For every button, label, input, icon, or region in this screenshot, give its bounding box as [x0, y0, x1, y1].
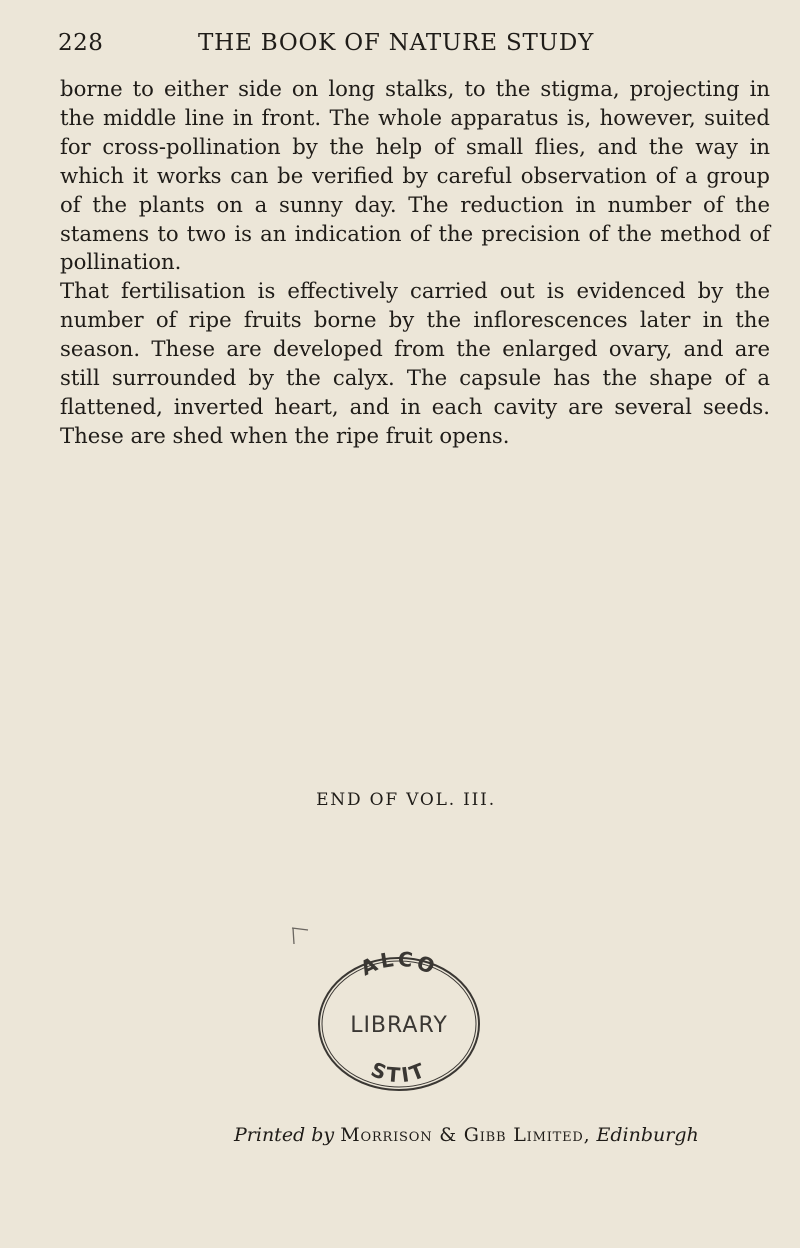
body-text [60, 75, 770, 451]
paragraph-continued: borne to either side on long stalks, to the stigma, projecting in the middle line in front. The whole apparatus is, however, suited for cross-pollination by the help of small flies, and the way in which it works can be verified by careful observation of a group of the plants on a sunny day. The reduction in number of the stamens to two is an indication of the precision of the method of pollination. [60, 76, 770, 275]
printer-place: Edinburgh [596, 1124, 699, 1146]
svg-text:ALCO [357, 948, 442, 980]
paragraph [60, 277, 770, 450]
pencil-mark [290, 926, 312, 946]
end-of-volume-notice: END OF VOL. III. [316, 790, 496, 810]
stamp-center-text: LIBRARY [350, 1013, 448, 1038]
running-title: THE BOOK OF NATURE STUDY [198, 30, 595, 56]
stamp-top-text: ALCO [356, 948, 442, 981]
printed-by-label: Printed by [234, 1124, 335, 1146]
svg-text:STIT [368, 1057, 431, 1087]
paragraph-text: That fertilisation is effectively carried out is evidenced by the number of ripe fruits borne by the inflorescences later in the season. These are developed from the enlarged ovary, and are still surrounded by the calyx. The capsule has the shape of a flattened, inverted heart, and in each cavity are several seeds. These are shed when the ripe fruit opens. [60, 278, 770, 448]
page-header [58, 30, 758, 64]
page-number: 228 [58, 30, 104, 56]
library-stamp-icon [303, 948, 493, 1098]
printer-imprint [234, 1124, 699, 1146]
stamp-bottom-text: STIT [367, 1057, 431, 1088]
printer-name: Morrison & Gibb Limited, [340, 1124, 591, 1146]
